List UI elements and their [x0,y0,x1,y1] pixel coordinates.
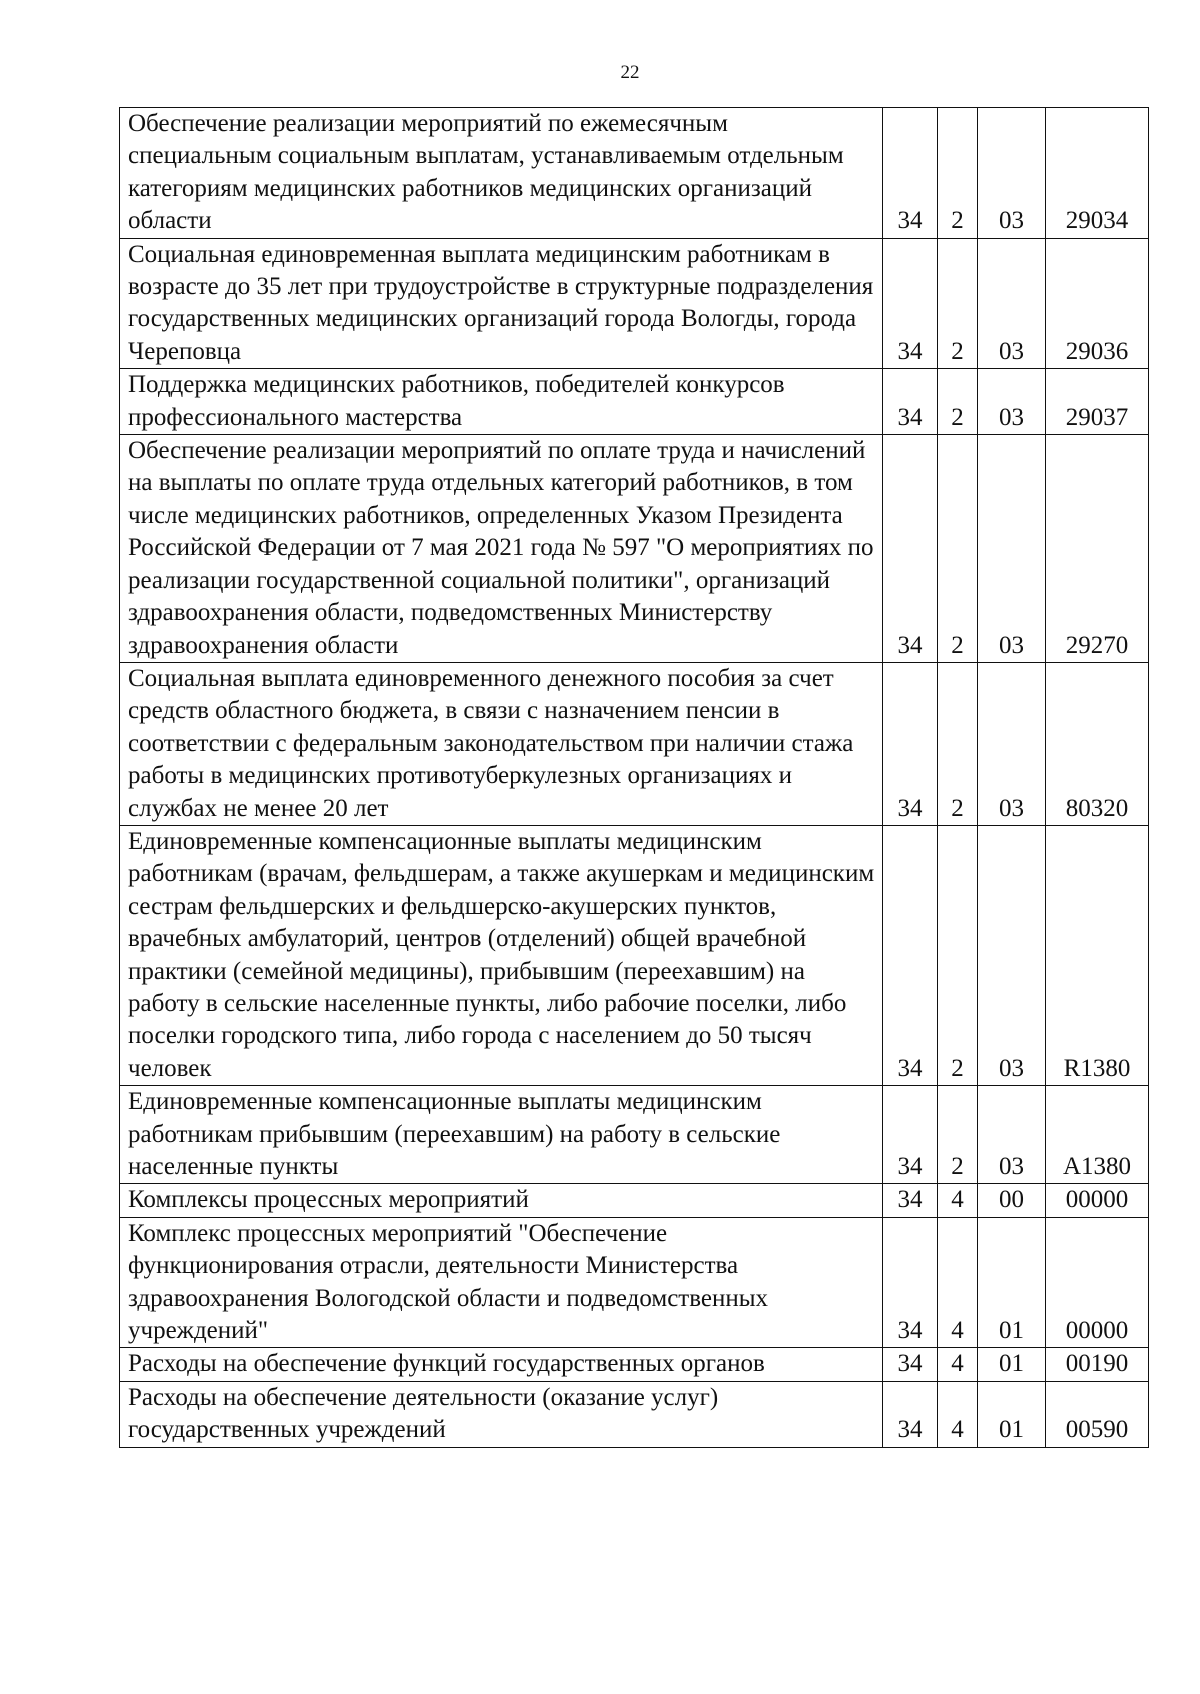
code-direction: 29036 [1046,238,1149,369]
code-event: 03 [978,369,1046,435]
code-subprogram: 4 [938,1381,978,1447]
row-description: Расходы на обеспечение деятельности (оказание услуг) государственных учреждений [120,1381,883,1447]
code-program: 34 [883,825,938,1085]
table-row [120,662,1149,825]
row-description: Единовременные компенсационные выплаты медицинским работникам (врачам, фельдшерам, а также акушеркам и медицинским сестрам фельдшерских и фельдшерско-акушерских пунктов, врачебных амбулаторий, центров (отделений) общей врачебной практики (семейной медицины), прибывшим (переехавшим) на работу в сельские населенные пункты, либо рабочие поселки, либо поселки городского типа, либо города с населением до 50 тысяч человек [120,825,883,1085]
code-subprogram: 2 [938,435,978,663]
code-direction: 00190 [1046,1348,1149,1381]
code-program: 34 [883,1184,938,1217]
code-program: 34 [883,369,938,435]
row-description: Поддержка медицинских работников, победителей конкурсов профессионального мастерства [120,369,883,435]
row-description: Обеспечение реализации мероприятий по оплате труда и начислений на выплаты по оплате труда отдельных категорий работников, в том числе медицинских работников, определенных Указом Президента Российской Федерации от 7 мая 2021 года № 597 "О мероприятиях по реализации государственной социальной политики", организаций здравоохранения области, подведомственных Министерству здравоохранения области [120,435,883,663]
code-program: 34 [883,1348,938,1381]
code-direction: 00590 [1046,1381,1149,1447]
code-subprogram: 2 [938,238,978,369]
code-subprogram: 2 [938,369,978,435]
code-program: 34 [883,1381,938,1447]
code-subprogram: 2 [938,1086,978,1184]
code-event: 03 [978,108,1046,239]
code-direction: R1380 [1046,825,1149,1085]
table-row [120,1348,1149,1381]
table-row [120,1217,1149,1348]
code-direction: 29034 [1046,108,1149,239]
row-description: Расходы на обеспечение функций государственных органов [120,1348,883,1381]
budget-classification-table [119,107,1149,1448]
table-row [120,825,1149,1085]
table-row [120,1381,1149,1447]
code-event: 03 [978,1086,1046,1184]
code-event: 03 [978,238,1046,369]
code-event: 03 [978,825,1046,1085]
row-description: Обеспечение реализации мероприятий по ежемесячным специальным социальным выплатам, устанавливаемым отдельным категориям медицинских работников медицинских организаций области [120,108,883,239]
code-direction: 29270 [1046,435,1149,663]
table-row [120,108,1149,239]
row-description: Единовременные компенсационные выплаты медицинским работникам прибывшим (переехавшим) на работу в сельские населенные пункты [120,1086,883,1184]
page-number: 22 [620,62,640,83]
code-program: 34 [883,435,938,663]
code-event: 01 [978,1348,1046,1381]
table-row [120,369,1149,435]
code-program: 34 [883,1086,938,1184]
row-description: Социальная единовременная выплата медицинским работникам в возрасте до 35 лет при трудоустройстве в структурные подразделения государственных медицинских организаций города Вологды, города Череповца [120,238,883,369]
row-description: Комплексы процессных мероприятий [120,1184,883,1217]
code-subprogram: 2 [938,825,978,1085]
code-program: 34 [883,1217,938,1348]
code-direction: 00000 [1046,1184,1149,1217]
code-event: 01 [978,1381,1046,1447]
code-program: 34 [883,662,938,825]
table-row [120,1184,1149,1217]
code-program: 34 [883,238,938,369]
code-direction: 29037 [1046,369,1149,435]
row-description: Социальная выплата единовременного денежного пособия за счет средств областного бюджета, в связи с назначением пенсии в соответствии с федеральным законодательством при наличии стажа работы в медицинских противотуберкулезных организациях и службах не менее 20 лет [120,662,883,825]
code-direction: A1380 [1046,1086,1149,1184]
code-subprogram: 4 [938,1184,978,1217]
code-subprogram: 4 [938,1348,978,1381]
code-subprogram: 2 [938,108,978,239]
table-row [120,435,1149,663]
table-row [120,1086,1149,1184]
code-event: 00 [978,1184,1046,1217]
code-direction: 00000 [1046,1217,1149,1348]
row-description: Комплекс процессных мероприятий "Обеспечение функционирования отрасли, деятельности Министерства здравоохранения Вологодской области и подведомственных учреждений" [120,1217,883,1348]
code-program: 34 [883,108,938,239]
table-row [120,238,1149,369]
code-event: 01 [978,1217,1046,1348]
code-direction: 80320 [1046,662,1149,825]
code-event: 03 [978,662,1046,825]
code-subprogram: 2 [938,662,978,825]
code-subprogram: 4 [938,1217,978,1348]
code-event: 03 [978,435,1046,663]
